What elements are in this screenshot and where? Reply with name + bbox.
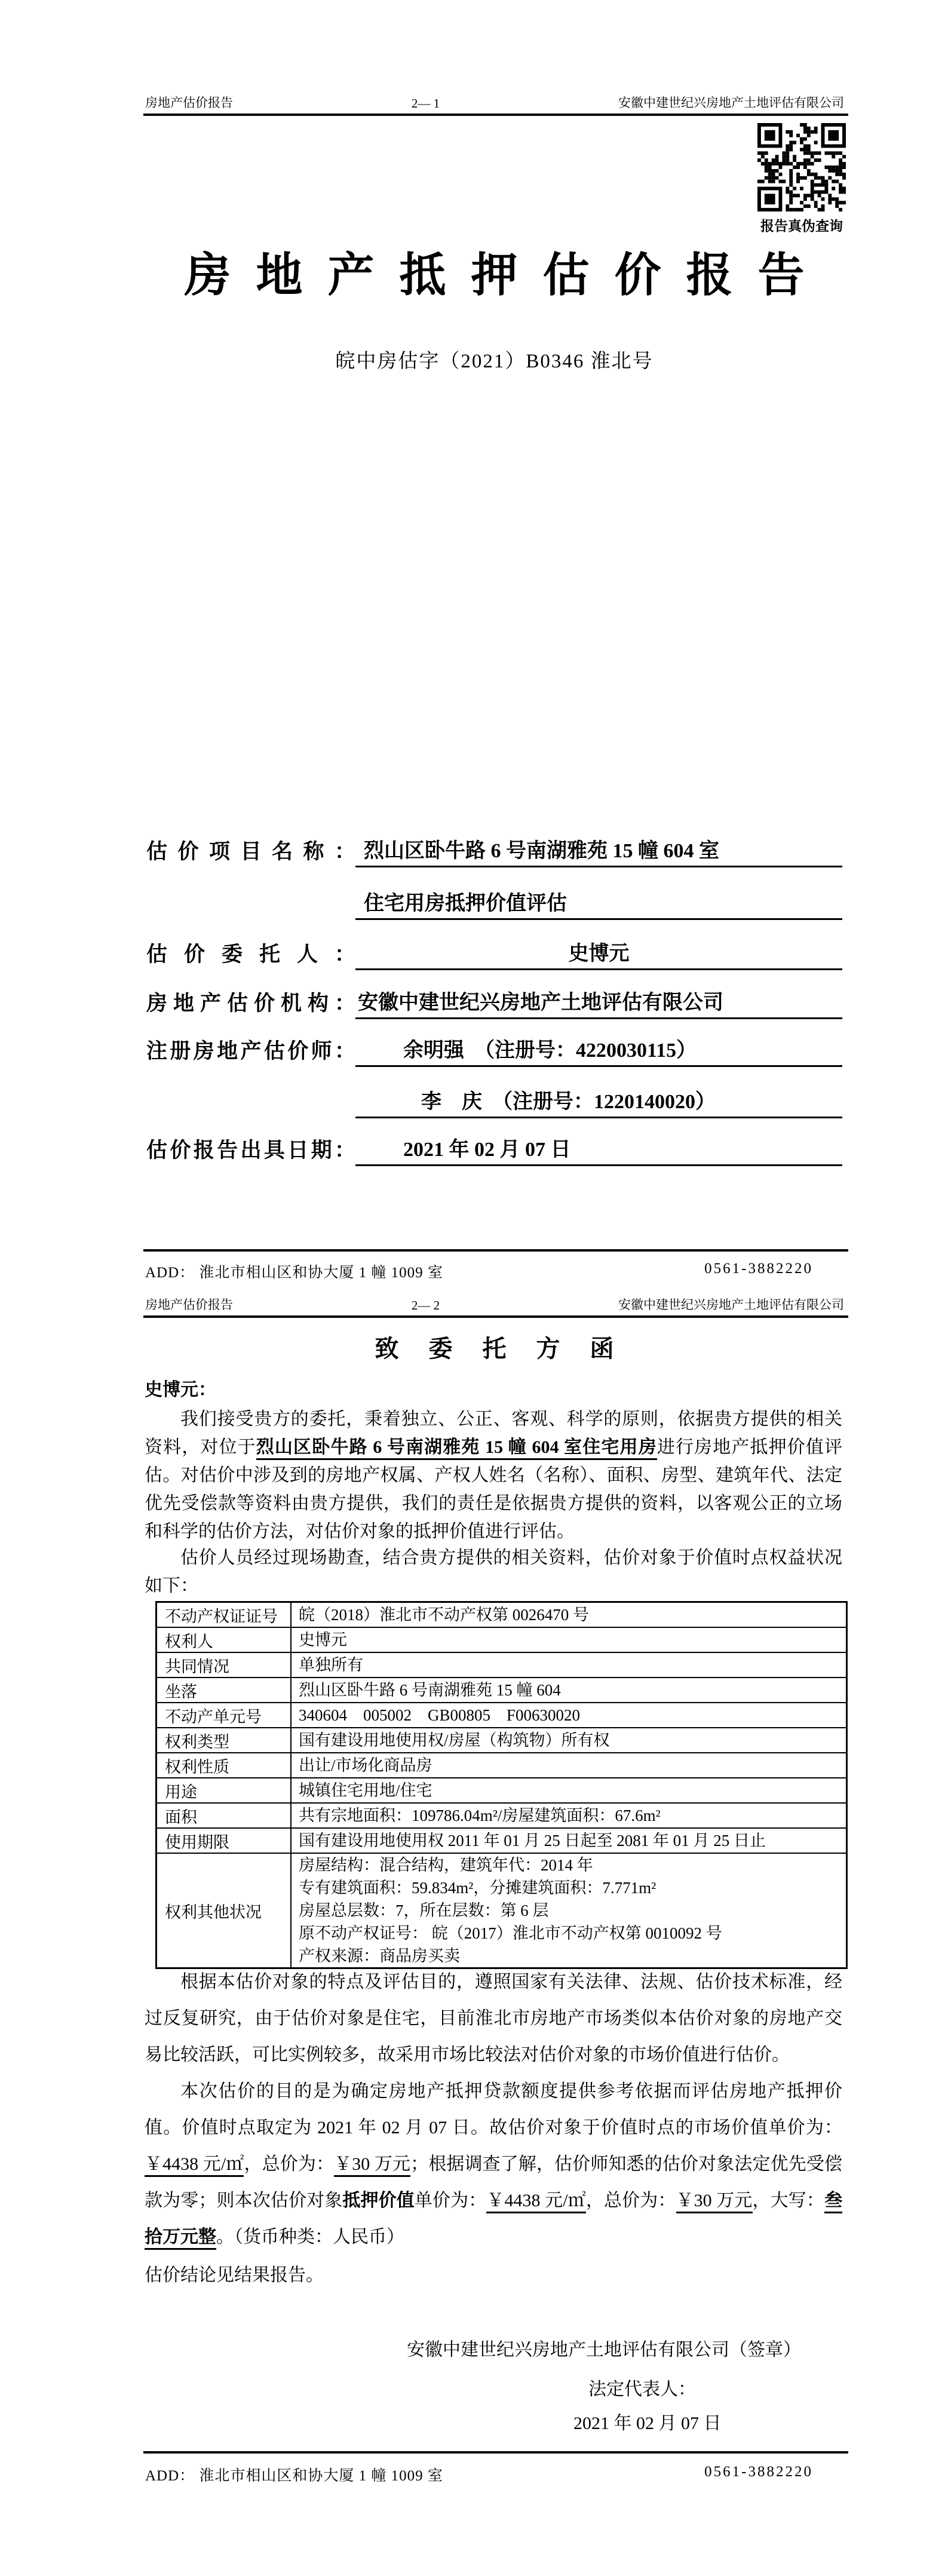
- table-row: [157, 1753, 846, 1778]
- page1-footer: [145, 1261, 844, 1282]
- page1-header: [145, 93, 844, 111]
- table-row: [157, 1703, 846, 1728]
- table-row-value: [292, 1778, 846, 1802]
- table-value-line: 产权来源：商品房买卖: [299, 1947, 460, 1965]
- table-row-value: [292, 1753, 846, 1777]
- text-segment: 抵押价值: [342, 2191, 415, 2210]
- field-value: 余明强 （注册号：4220030115）: [355, 1034, 842, 1067]
- table-row: [157, 1628, 846, 1653]
- table-row-value: [292, 1854, 846, 1967]
- table-value-line: 史博元: [299, 1631, 347, 1649]
- table-row: [157, 1854, 846, 1967]
- table-row-label: 使用期限: [157, 1829, 292, 1853]
- report-title: 房地产抵押估价报告: [184, 249, 830, 301]
- table-row-label: 坐落: [157, 1678, 292, 1702]
- text-segment: ￥4438 元/㎡: [145, 2154, 244, 2177]
- header-company-name: 安徽中建世纪兴房地产土地评估有限公司: [618, 96, 844, 110]
- cover-field-row: [146, 938, 842, 970]
- table-row-value: [292, 1804, 846, 1827]
- table-row-value: [292, 1653, 846, 1677]
- table-row: [157, 1829, 846, 1854]
- table-row-value: [292, 1678, 846, 1702]
- text-segment: 我们接受贵方的委托，秉着独立、公正、客观、科学的原则，依据贵方提供的相关资料，对位于: [145, 1409, 842, 1457]
- table-row-label: 用途: [157, 1778, 292, 1802]
- table-row-label: 共同情况: [157, 1653, 292, 1677]
- field-label: 房地产估价机构：: [146, 992, 355, 1015]
- field-label: 注册房地产估价师：: [146, 1039, 355, 1063]
- footer-rule: [143, 1249, 848, 1252]
- signature-date: 2021 年 02 月 07 日: [573, 2414, 722, 2433]
- table-value-line: 房屋结构：混合结构，建筑年代：2014 年: [299, 1856, 593, 1874]
- text-segment: 进行房地产抵押价值评估。对估价中涉及到的房地产权属、产权人姓名（名称）、面积、房型、建筑年代、法定优先受偿款等资料由贵方提供，我们的责任是依据贵方提供的资料，以客观公正的立场和科学的估价方法，对估价对象的抵押价值进行评估。: [145, 1437, 843, 1541]
- text-segment: ￥4438 元/㎡: [486, 2191, 585, 2213]
- text-segment: ￥30 万元: [334, 2154, 410, 2177]
- table-row: [157, 1678, 846, 1703]
- text-segment: ；根据调查了解，估价师知悉的估价对象法定优先受偿款为零；则本次估价对象: [145, 2154, 843, 2210]
- table-row-label: 权利人: [157, 1628, 292, 1652]
- table-value-line: 原不动产权证号： 皖（2017）淮北市不动产权第 0010092 号: [299, 1924, 722, 1942]
- footer-address: ADD： 淮北市相山区和协大厦 1 幢 1009 室: [145, 2468, 443, 2484]
- table-row-value: [292, 1728, 846, 1752]
- cover-field-row: [146, 888, 842, 920]
- header-rule: [143, 114, 848, 116]
- table-row: [157, 1778, 846, 1804]
- field-value: 史博元: [355, 937, 842, 970]
- signature-company: 安徽中建世纪兴房地产土地评估有限公司（签章）: [407, 2340, 801, 2360]
- qr-code-image: [757, 123, 846, 211]
- table-value-line: 城镇住宅用地/住宅: [299, 1781, 432, 1799]
- table-row-value: [292, 1603, 846, 1627]
- text-segment: ，大写：: [752, 2191, 825, 2210]
- table-row-value: [292, 1829, 846, 1853]
- paragraph-inspection: 估价人员经过现场勘查，结合贵方提供的相关资料，估价对象于价值时点权益状况如下：: [145, 1548, 842, 1596]
- qr-code: [757, 123, 846, 214]
- table-row: [157, 1728, 846, 1753]
- footer-address: ADD： 淮北市相山区和协大厦 1 幢 1009 室: [145, 1265, 443, 1281]
- field-value: 2021 年 02 月 07 日: [355, 1133, 842, 1166]
- field-label: 估价委托人：: [146, 943, 355, 966]
- field-value: 住宅用房抵押价值评估: [355, 887, 842, 920]
- text-segment: 本次估价的目的是为确定房地产抵押贷款额度提供参考依据而评估房地产抵押价值。价值时点取定为 2021 年 02 月 07 日。故估价对象于价值时点的市场价值单价为：: [145, 2081, 842, 2138]
- table-value-line: 皖（2018）淮北市不动产权第 0026470 号: [299, 1606, 589, 1624]
- table-row-value: [292, 1703, 846, 1727]
- table-value-line: 国有建设用地使用权 2011 年 01 月 25 日起至 2081 年 01 月 25 日止: [299, 1832, 766, 1850]
- footer-rule: [143, 2451, 848, 2454]
- header-rule: [143, 1315, 848, 1318]
- header-page-number: 2— 1: [411, 96, 440, 111]
- text-segment: 。（货币种类：人民币）: [216, 2227, 404, 2247]
- header-doc-type: 房地产估价报告: [145, 96, 233, 110]
- cover-field-row: [146, 835, 842, 867]
- field-value: 安徽中建世纪兴房地产土地评估有限公司: [355, 986, 842, 1019]
- text-segment: ，总价为：: [244, 2154, 335, 2174]
- cover-field-row: [146, 1086, 842, 1118]
- table-value-line: 单独所有: [299, 1656, 363, 1674]
- property-rights-table: [155, 1601, 848, 1969]
- page2-footer: [145, 2464, 844, 2485]
- page2-header: [145, 1295, 844, 1313]
- table-row-label: 权利类型: [157, 1728, 292, 1752]
- table-value-line: 房屋总层数：7，所在层数：第 6 层: [299, 1902, 549, 1919]
- paragraph-conclusion: 估价结论见结果报告。: [145, 2265, 324, 2285]
- table-value-line: 出让/市场化商品房: [299, 1756, 432, 1774]
- letter-title: 致委托方函: [375, 1335, 644, 1362]
- table-row: [157, 1653, 846, 1678]
- table-row-label: 权利其他状况: [157, 1854, 292, 1967]
- footer-phone: 0561-3882220: [704, 2464, 813, 2480]
- text-segment: 烈山区卧牛路 6 号南湖雅苑 15 幢 604 室住宅用房: [256, 1437, 657, 1460]
- footer-phone: 0561-3882220: [704, 1261, 813, 1277]
- table-row-label: 权利性质: [157, 1753, 292, 1777]
- cover-field-row: [146, 1035, 842, 1067]
- header-page-number: 2— 2: [411, 1298, 440, 1312]
- header-company-name: 安徽中建世纪兴房地产土地评估有限公司: [618, 1298, 844, 1312]
- paragraph-valuation-result: [145, 2073, 842, 2255]
- field-value: 烈山区卧牛路 6 号南湖雅苑 15 幢 604 室: [355, 834, 842, 867]
- paragraph-engagement: [145, 1405, 842, 1545]
- table-row: [157, 1804, 846, 1829]
- salutation: 史博元：: [145, 1380, 216, 1400]
- table-row-label: 面积: [157, 1804, 292, 1827]
- table-value-line: 烈山区卧牛路 6 号南湖雅苑 15 幢 604: [299, 1681, 561, 1699]
- header-doc-type: 房地产估价报告: [145, 1298, 233, 1312]
- field-label: 估价项目名称：: [146, 840, 355, 863]
- field-label: [146, 918, 355, 920]
- text-segment: ￥30 万元: [676, 2191, 753, 2213]
- paragraph-method: 根据本估价对象的特点及评估目的，遵照国家有关法律、法规、估价技术标准，经过反复研究，由于估价对象是住宅，目前淮北市房地产市场类似本估价对象的房地产交易比较活跃，可比实例较多，故采用市场比较法对估价对象的市场价值进行估价。: [145, 1972, 842, 2065]
- text-segment: ，总价为：: [585, 2191, 676, 2210]
- field-value: 李 庆 （注册号：1220140020）: [355, 1085, 842, 1118]
- signature-legal-rep: 法定代表人：: [588, 2379, 696, 2399]
- table-row-label: 不动产权证证号: [157, 1603, 292, 1627]
- table-value-line: 340604 005002 GB00805 F00630020: [299, 1706, 581, 1724]
- cover-field-row: [146, 987, 842, 1019]
- table-value-line: 专有建筑面积：59.834m²，分摊建筑面积：7.771m²: [299, 1879, 656, 1897]
- field-label: 估价报告出具日期：: [146, 1139, 355, 1162]
- field-label: [146, 1116, 355, 1118]
- text-segment: 单价为：: [414, 2191, 487, 2210]
- text-segment: 叁拾万元整: [145, 2191, 842, 2250]
- table-row-value: [292, 1628, 846, 1652]
- table-value-line: 共有宗地面积：109786.04m²/房屋建筑面积：67.6m²: [299, 1807, 661, 1824]
- qr-caption: 报告真伪查询: [760, 219, 843, 234]
- table-row-label: 不动产单元号: [157, 1703, 292, 1727]
- cover-field-row: [146, 1134, 842, 1166]
- report-number: 皖中房估字（2021）B0346 淮北号: [335, 351, 654, 372]
- table-row: [157, 1603, 846, 1628]
- table-value-line: 国有建设用地使用权/房屋（构筑物）所有权: [299, 1731, 610, 1749]
